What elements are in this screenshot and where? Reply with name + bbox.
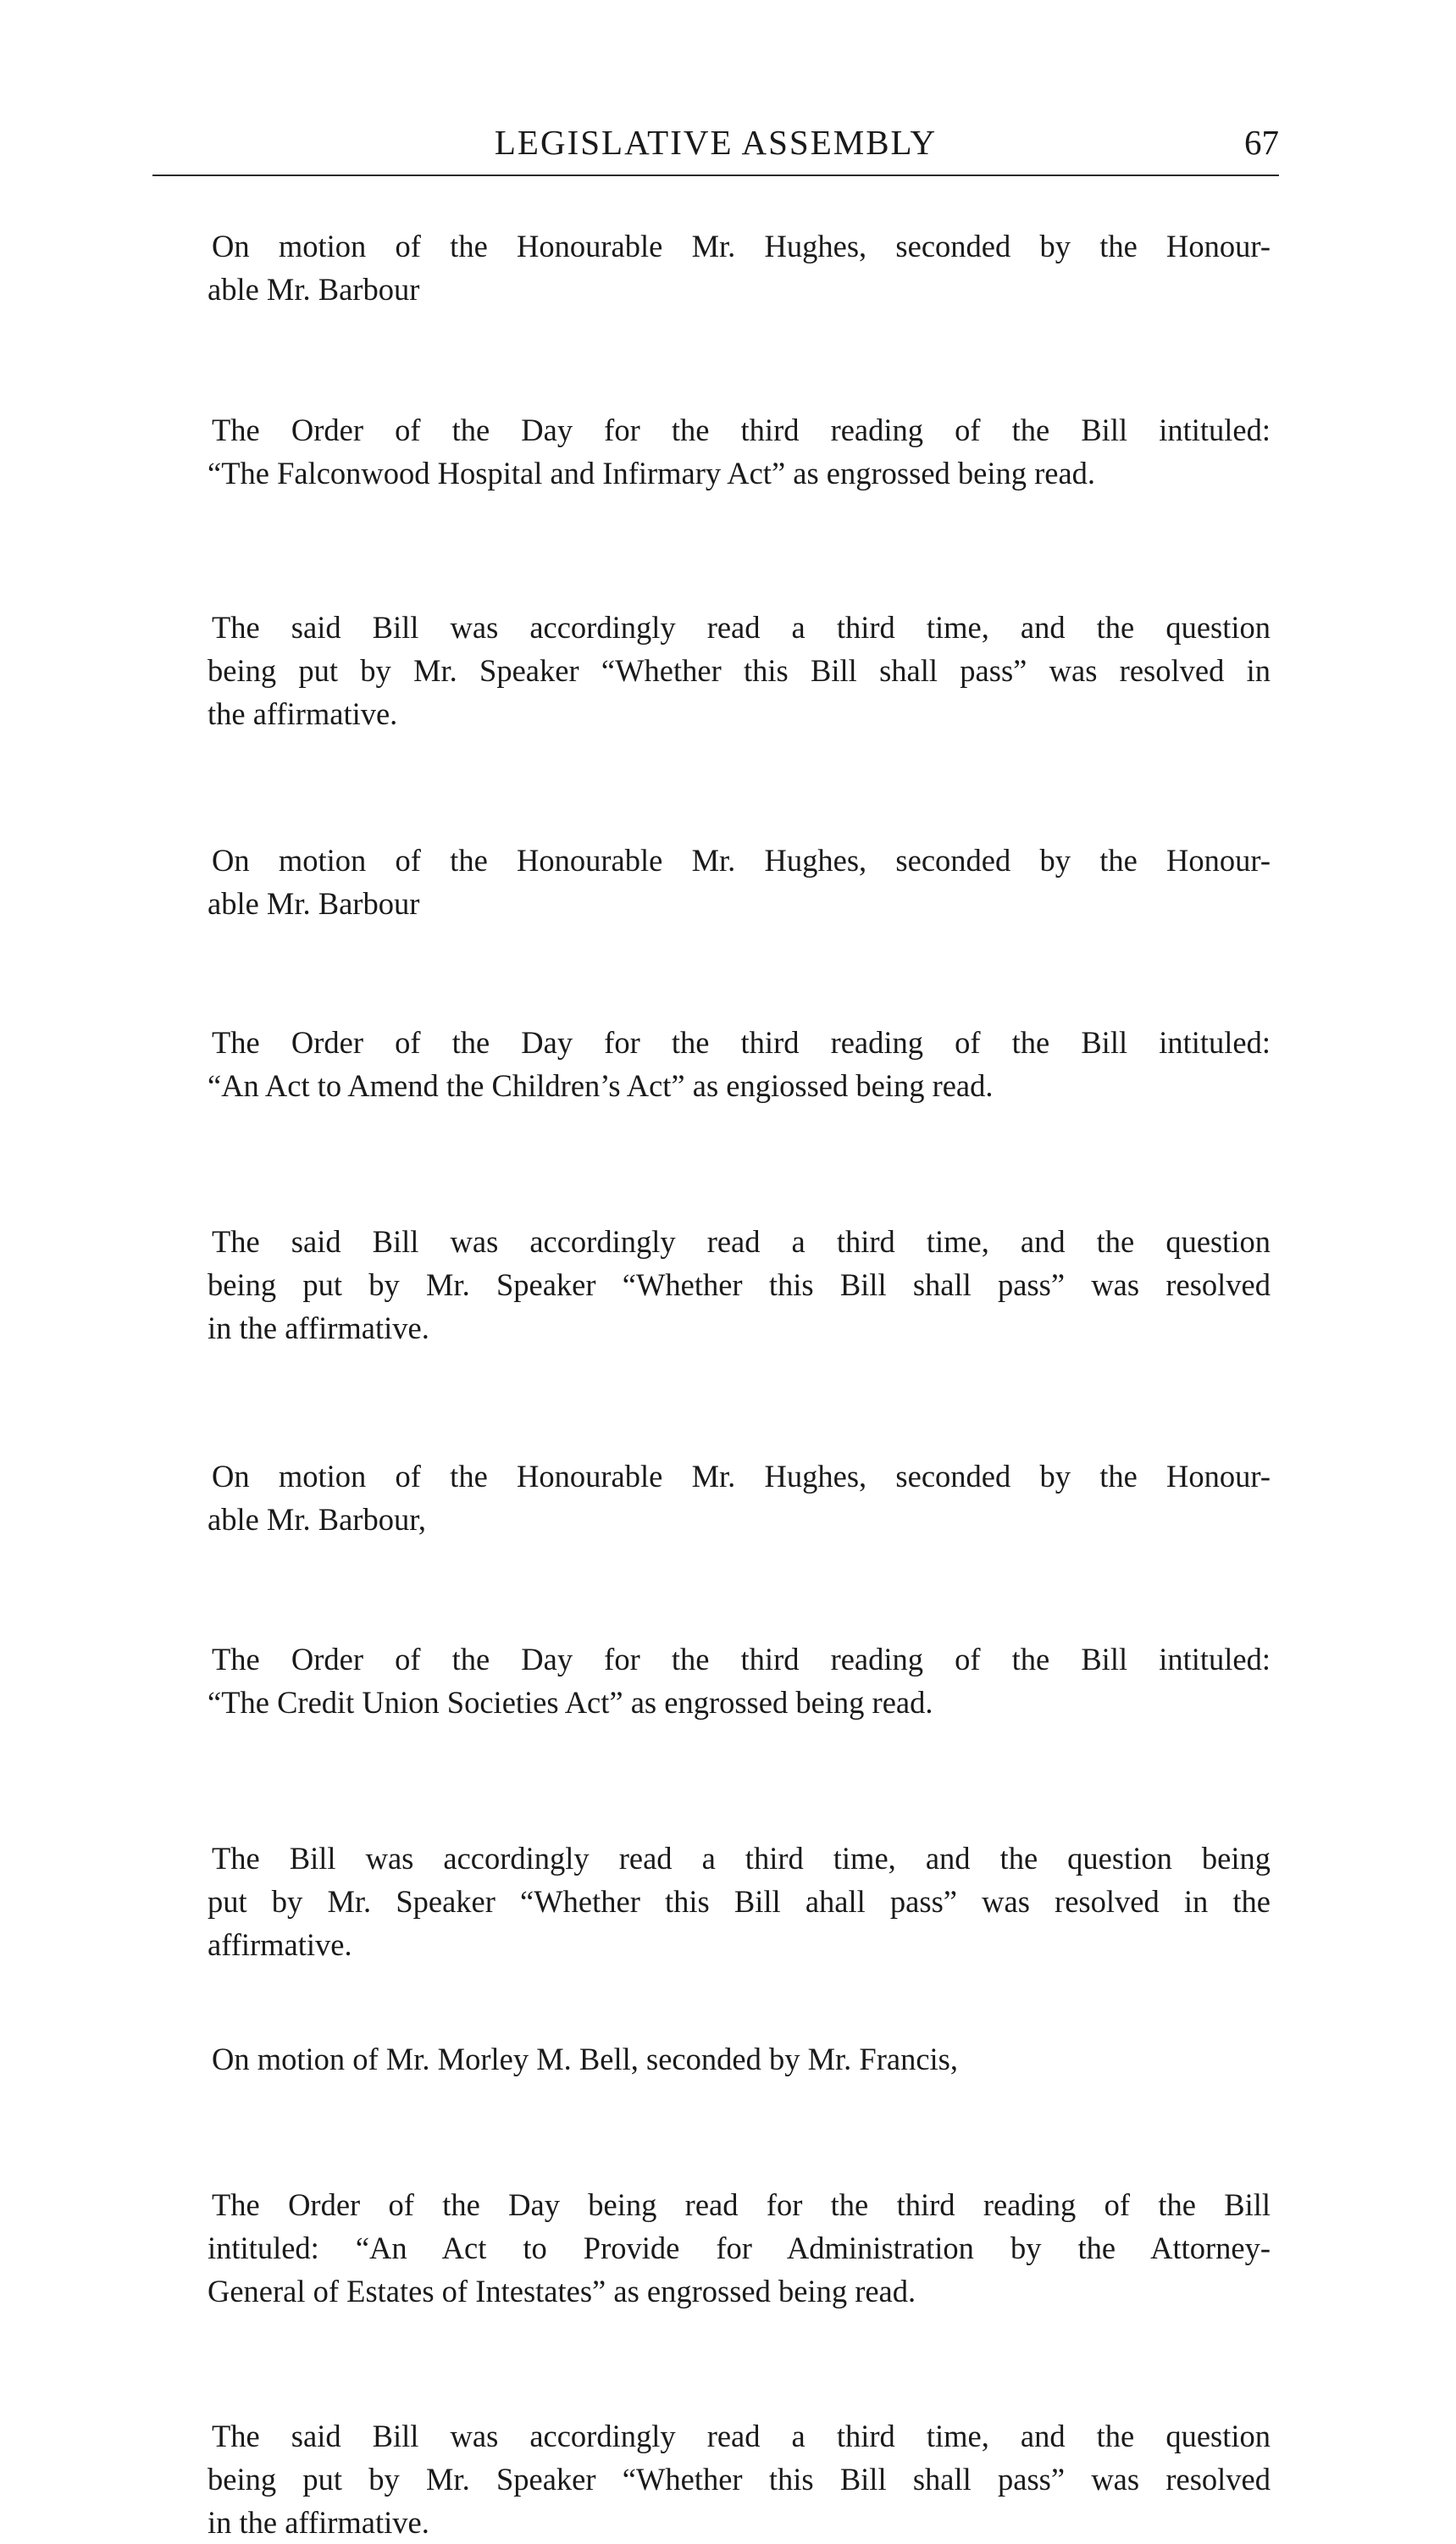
page-number: 67 <box>1244 123 1279 162</box>
paragraph-line: The Order of the Day for the third reading of the Bill intituled: <box>212 1025 1271 1060</box>
paragraph <box>208 2414 1271 2544</box>
paragraph-line: “The Credit Union Societies Act” as engrossed being read. <box>208 1685 933 1720</box>
paragraph-line: affirmative. <box>208 1927 352 1962</box>
paragraph-line: General of Estates of Intestates” as engrossed being read. <box>208 2274 916 2308</box>
paragraph-line: The Order of the Day for the third reading of the Bill intituled: <box>212 1642 1271 1677</box>
paragraph <box>208 1638 1271 1724</box>
paragraph-line: “The Falconwood Hospital and Infirmary Act” as engrossed being read. <box>208 456 1096 491</box>
paragraph <box>208 2183 1271 2313</box>
paragraph <box>208 606 1271 735</box>
paragraph <box>208 839 1271 925</box>
paragraph-line: being put by Mr. Speaker “Whether this Bill shall pass” was resolved <box>208 1267 1271 1302</box>
running-title: LEGISLATIVE ASSEMBLY <box>494 123 938 162</box>
paragraph-line: being put by Mr. Speaker “Whether this Bill shall pass” was resolved in <box>208 653 1271 688</box>
paragraph-line: in the affirmative. <box>208 2505 429 2540</box>
paragraph-line: On motion of Mr. Morley M. Bell, seconded by Mr. Francis, <box>212 2042 958 2076</box>
paragraph <box>208 224 1271 311</box>
paragraph-line: able Mr. Barbour, <box>208 1502 427 1537</box>
paragraph-line: put by Mr. Speaker “Whether this Bill ahall pass” was resolved in the <box>208 1884 1271 1919</box>
paragraph-line: The said Bill was accordingly read a third time, and the question <box>212 1224 1271 1259</box>
paragraph-line: “An Act to Amend the Children’s Act” as engiossed being read. <box>208 1068 994 1103</box>
paragraph-line: in the affirmative. <box>208 1311 429 1345</box>
paragraph <box>208 2037 1271 2081</box>
paragraph-line: The said Bill was accordingly read a third time, and the question <box>212 2419 1271 2453</box>
paragraph-line: able Mr. Barbour <box>208 886 420 921</box>
paragraph-line: On motion of the Honourable Mr. Hughes, seconded by the Honour- <box>212 1459 1271 1494</box>
paragraph-line: The said Bill was accordingly read a third time, and the question <box>212 610 1271 645</box>
paragraph-line: On motion of the Honourable Mr. Hughes, seconded by the Honour- <box>212 843 1271 878</box>
paragraph-line: being put by Mr. Speaker “Whether this Bill shall pass” was resolved <box>208 2462 1271 2497</box>
paragraph-line: On motion of the Honourable Mr. Hughes, seconded by the Honour- <box>212 229 1271 263</box>
page-header <box>152 125 1279 175</box>
paragraph-line: the affirmative. <box>208 696 398 731</box>
paragraph <box>208 1455 1271 1541</box>
paragraph-line: The Bill was accordingly read a third time, and the question being <box>212 1841 1271 1876</box>
paragraph-line: The Order of the Day for the third reading of the Bill intituled: <box>212 413 1271 447</box>
paragraph <box>208 1021 1271 1107</box>
paragraph <box>208 1220 1271 1350</box>
paragraph <box>208 1837 1271 1966</box>
paragraph <box>208 408 1271 495</box>
paragraph-line: able Mr. Barbour <box>208 272 420 307</box>
paragraph-line: intituled: “An Act to Provide for Administration by the Attorney- <box>208 2231 1271 2265</box>
header-rule <box>152 175 1279 176</box>
paragraph-line: The Order of the Day being read for the third reading of the Bill <box>212 2187 1271 2222</box>
